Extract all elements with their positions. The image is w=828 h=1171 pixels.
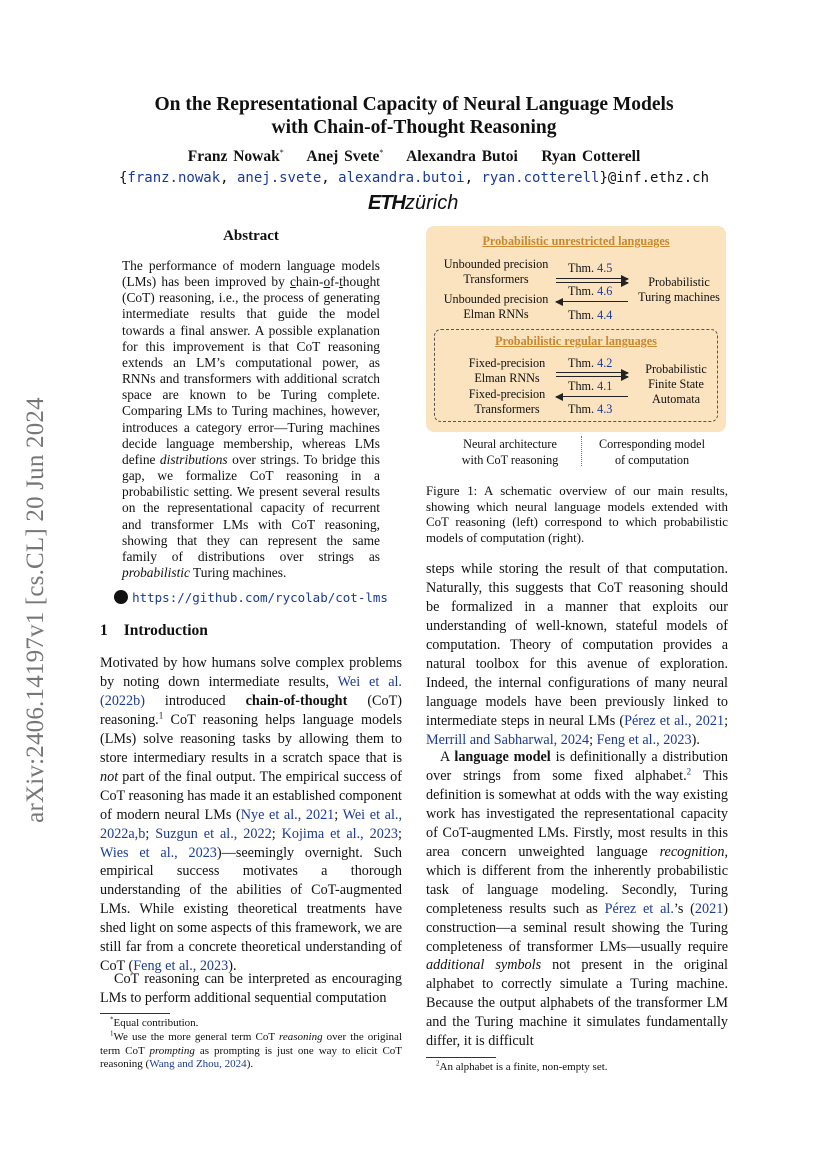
paragraph: steps while storing the result of that computation. Naturally, this suggests that CoT reasoning should be formalized in a manner that exploits our understanding of well-known, stateful models of computation. Theory of computation provides a natural toolbox for this avenue of exploration. Indeed, the internal configurations of many neural language models have been previously linked to intermediate steps in neural LMs (Pérez et al., 2021; Merrill and Sabharwal, 2024; Feng et al., 2023). [426,561,729,748]
code-url[interactable]: https://github.com/rycolab/cot-lms [132,590,388,605]
paragraph: A language model is definitionally a distribution over strings from some fixed alphabet.$^2$ This definition is somewhat at odds with the way existing work has investigated the representational capacity of CoT-augmented LMs. Firstly, most results in this area concern unweighted language recognition, which is different from the inherently probabilistic task of language modeling. Secondly, Turing completeness results such as Pérez et al.’s (2021) construction—a seminal result showing the Turing completeness of transformer LMs—usually require additional symbols not present in the original alphabet to correctly simulate a Turing machine. Because the output alphabets of the transformer LM and the Turing machine it simulates fundamentally differ, it is difficult [426,749,729,1050]
thm-number: 4.1 [597,379,613,393]
arrow-left [556,301,628,302]
arrow-right [556,376,628,377]
title-line-1: On the Representational Capacity of Neural Language Models [154,94,674,115]
footnote-text: An alphabet is a finite, non-empty set. [439,1061,608,1073]
footnote-text: We use the more general term CoT reasoning over the original term CoT prompting as prompting is just one way to elicit CoT reasoning (Wang and Zhou, 2024). [100,1030,403,1071]
thm-prefix: Thm. [568,308,595,322]
footnote-mark: 1 [110,1029,114,1038]
author-mark: * [279,147,284,157]
legend-line: Neural architecture [463,437,557,451]
logo-eth: ETH [368,192,405,214]
outer-heading: Probabilistic unrestricted languages [482,234,670,248]
arch-line: Elman RNNs [463,307,529,321]
footnote-rule [426,1057,496,1058]
arrow-left [556,396,628,397]
arch-fixed-rnns [446,356,568,386]
section-number: 1 [100,622,108,639]
code-link[interactable] [100,590,402,605]
footnote [426,1061,728,1075]
footnote-mark: * [110,1015,114,1024]
model-ptm [626,275,732,305]
thm-ref[interactable] [568,261,612,276]
legend-line: of computation [614,452,690,467]
email-link[interactable]: alexandra.butoi [338,170,465,186]
thm-ref[interactable] [568,308,612,323]
email-link[interactable]: franz.nowak [127,170,221,186]
author-mark: * [379,147,384,157]
arxiv-stamp-text: arXiv:2406.14197v1 [cs.CL] 20 Jun 2024 [22,397,49,823]
footnote-text: Equal contribution. [113,1017,199,1029]
thm-number: 4.3 [597,402,613,416]
footnote-rule [100,1013,170,1014]
arch-unbounded-transformers [430,257,562,287]
email-brace-open: { [118,170,128,186]
thm-prefix: Thm. [568,402,595,416]
author-name: Alexandra Butoi [406,148,518,165]
legend-line: Corresponding model [599,437,705,451]
arrow-right [556,278,628,279]
arch-line: Unbounded precision [443,292,549,306]
section-title: Introduction [123,622,208,639]
arch-unbounded-rnns [430,292,562,322]
author-name: Ryan Cotterell [541,148,641,165]
logo-zurich: zürich [405,192,459,214]
author-emails: {franz.nowak, anej.svete, alexandra.butoi, ryan.cotterell}@inf.ethz.ch [118,170,710,186]
title-line-2: with Chain-of-Thought Reasoning [271,117,557,138]
legend-line: with CoT reasoning [461,452,559,467]
model-pfsa [626,362,726,407]
thm-ref[interactable] [568,356,612,371]
thm-ref[interactable] [568,284,612,299]
thm-number: 4.2 [597,356,613,370]
thm-prefix: Thm. [568,379,595,393]
figure-legend-right [582,437,722,468]
thm-number: 4.6 [597,284,613,298]
eth-zurich-logo [368,192,458,215]
arch-line: Transformers [463,272,529,286]
model-line: Turing machines [638,290,720,304]
github-icon [114,590,128,604]
model-line: Automata [651,392,701,406]
thm-number: 4.5 [597,261,613,275]
author-list [100,148,728,166]
arch-line: Fixed-precision [468,356,546,370]
section-heading [100,622,208,640]
email-link[interactable]: ryan.cotterell [481,170,600,186]
footnote-mark: 2 [436,1059,440,1068]
footnote [100,1017,402,1031]
arrow-right [556,282,628,283]
thm-prefix: Thm. [568,284,595,298]
thm-prefix: Thm. [568,261,595,275]
author-name: Anej Svete [306,148,380,165]
model-line: Finite State [648,377,704,391]
footnote [100,1031,402,1072]
figure-legend-left [440,437,580,468]
thm-number: 4.4 [597,308,613,322]
figure-caption: Figure 1: A schematic overview of our main results, showing which neural language models extended with CoT reasoning (left) correspond to which probabilistic models of computation (right). [426,484,728,546]
abstract-heading: Abstract [223,228,279,244]
arch-line: Transformers [474,402,540,416]
email-domain: }@inf.ethz.ch [599,170,710,186]
model-line: Probabilistic [648,275,710,289]
email-link[interactable]: anej.svete [236,170,322,186]
figure-1 [426,226,726,432]
arch-line: Fixed-precision [468,387,546,401]
thm-ref[interactable] [568,379,612,394]
author-name: Franz Nowak [187,148,280,165]
footnotes [100,1017,402,1072]
paragraph: Motivated by how humans solve complex problems by noting down intermediate results, Wei et al. (2022b) introduced chain-of-thought (CoT) reasoning.$^1$ CoT reasoning helps language models (LMs) solve reasoning tasks by allowing them to store intermediary results in a scratch space that is not part of the final output. The empirical success of CoT reasoning has made it an established component of modern neural LMs (Nye et al., 2021; Wei et al., 2022a,b; Suzgun et al., 2022; Kojima et al., 2023; Wies et al., 2023)—seemingly overnight. Such empirical success motivates a thorough understanding of the abilities of CoT-augmented LMs. While existing theoretical treatments have shed light on some aspects of this framework, we are still far from a concrete theoretical understanding of CoT (Feng et al., 2023). [100,655,403,975]
abstract-body: The performance of modern language models (LMs) has been improved by chain-of-thought (CoT) reasoning, i.e., the process of generating intermediate results that guide the model towards a final answer. A possible explanation for this improvement is that CoT reasoning extends an LM’s computational power, as RNNs and transformers with additional scratch space are known to be Turing complete. Comparing LMs to Turing machines, however, introduces a category error—Turing machines decide language membership, whereas LMs define distributions over strings. To bridge this gap, we formalize CoT reasoning in a probabilistic setting. We present several results on the representational capacity of recurrent and transformer LMs with CoT reasoning, showing that they can represent the same family of distributions over strings as probabilistic Turing machines. [122,258,380,580]
arrow-right [556,372,628,373]
model-line: Probabilistic [645,362,707,376]
inner-heading: Probabilistic regular languages [495,334,657,348]
arch-line: Unbounded precision [443,257,549,271]
thm-prefix: Thm. [568,356,595,370]
paper-title [100,93,728,139]
arch-fixed-transformers [446,387,568,417]
paragraph: CoT reasoning can be interpreted as encouraging LMs to perform additional sequential computation [100,971,402,1006]
thm-ref[interactable] [568,402,612,417]
arch-line: Elman RNNs [474,371,540,385]
